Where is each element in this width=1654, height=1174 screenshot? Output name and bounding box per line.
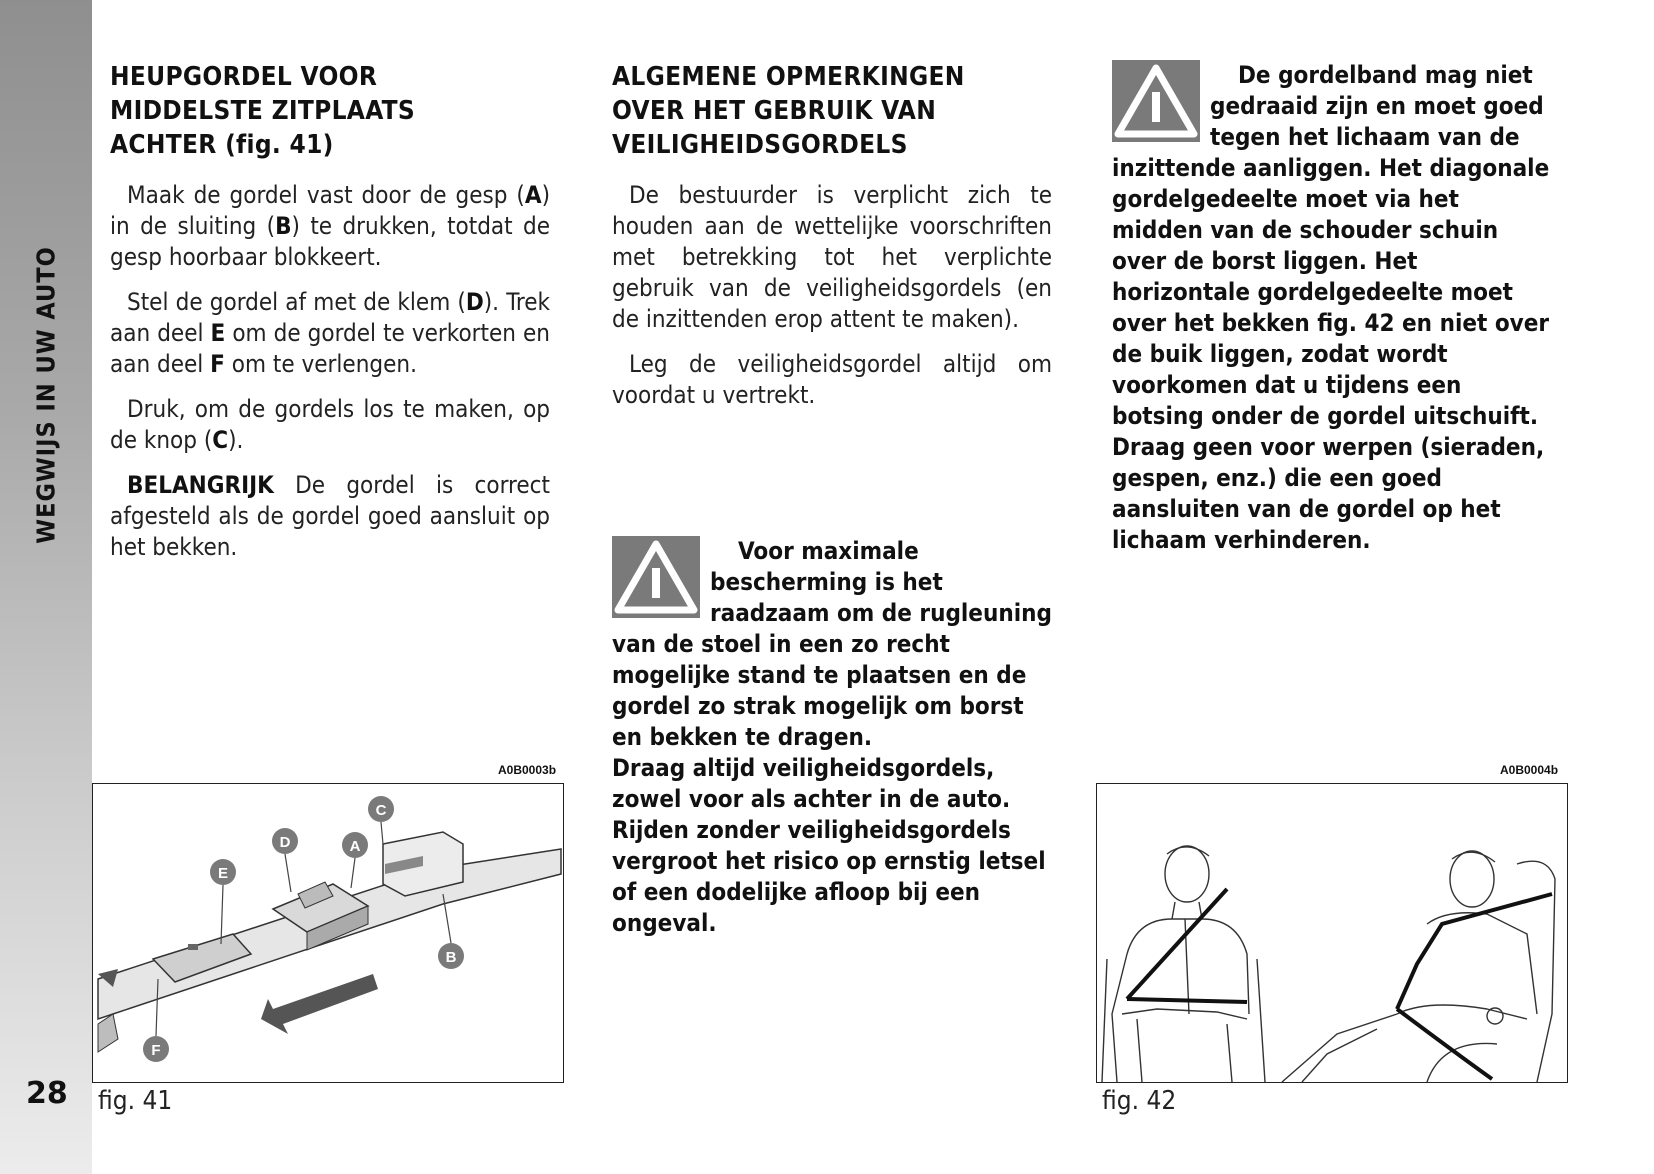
figure-reference: (fig. 41) [225, 130, 334, 160]
label-b: B [275, 212, 292, 240]
warning-box-belt-position [1112, 60, 1557, 556]
sidebar-tab [0, 0, 92, 1174]
figure-41-belt-buckle [92, 783, 564, 1083]
figure-label-c: C [375, 802, 387, 819]
page-number: 28 [26, 1076, 68, 1111]
column-lap-belt [110, 60, 550, 577]
heading-line: ACHTER [110, 130, 217, 160]
figure-caption: fig. 42 [1102, 1086, 1177, 1116]
figure-label-f: F [151, 1042, 161, 1059]
heading-line: MIDDELSTE ZITPLAATS [110, 96, 415, 126]
figure-42-seated-passengers [1096, 783, 1568, 1083]
warning-text: De gordelband mag niet gedraaid zijn en moet goed tegen het lichaam van de inzittende aanliggen. Het diagonale gordelgedeelte moet via het midden van de schouder schuin over de borst liggen. Het horizontale gordelgedeelte moet over het bekken fig. 42 en niet over de buik liggen, zodat wordt voorkomen dat u tijdens een botsing onder de gordel uitschuift. Draag geen voor werpen (sieraden, gespen, enz.) die een goed aansluiten van de gordel op het lichaam verhinderen. [1112, 61, 1550, 554]
figure-caption: fig. 41 [98, 1086, 173, 1116]
paragraph-fasten: Maak de gordel vast door de gesp (A) in de sluiting (B) te drukken, totdat de gesp hoorbaar blokkeert. [110, 181, 550, 271]
label-c: C [212, 426, 229, 454]
figure-code: A0B0004b [1500, 763, 1559, 777]
column-general-remarks [612, 60, 1052, 425]
warning-triangle-icon [1112, 60, 1200, 142]
paragraph-adjust: Stel de gordel af met de klem (D). Trek aan deel E om de gordel te verkorten en aan deel F om te verlengen. [110, 288, 550, 378]
paragraph-obligation: De bestuurder is verplicht zich te houden aan de wettelijke voorschriften met betrekking tot het verplichte gebruik van de veiligheidsgordels (en de inzittenden erop attent te maken). [612, 181, 1052, 333]
warning-text: Voor maximale bescherming is het raadzaam om de rugleuning van de stoel in een zo recht mogelijke stand te plaatsen en de gordel zo strak mogelijk om borst en bekken te dragen. [612, 537, 1052, 751]
belt-buckle-illustration [93, 784, 563, 1082]
heading-general-remarks: ALGEMENE OPMERKINGEN OVER HET GEBRUIK VAN VEILIGHEIDSGORDELS [612, 62, 965, 160]
heading-line: HEUPGORDEL VOOR [110, 62, 378, 92]
warning-box-protection [612, 536, 1052, 939]
label-e: E [210, 319, 226, 347]
figure-label-d: D [279, 834, 291, 851]
section-title: WEGWIJS IN UW AUTO [31, 246, 61, 544]
warning-text: Draag altijd veiligheidsgordels, zowel voor als achter in de auto. Rijden zonder veiligheidsgordels vergroot het risico op ernstig letsel of een dodelijke afloop bij een ongeval. [612, 754, 1046, 937]
figure-label-b: B [445, 949, 457, 966]
paragraph-important: BELANGRIJK De gordel is correct afgesteld als de gordel goed aansluit op het bekken. [110, 471, 550, 561]
heading-lap-belt [110, 60, 550, 162]
seated-passengers-illustration [1097, 784, 1567, 1082]
important-label: BELANGRIJK [127, 471, 274, 499]
paragraph-release: Druk, om de gordels los te maken, op de knop (C). [110, 395, 550, 454]
figure-code: A0B0003b [498, 763, 557, 777]
label-f: F [210, 350, 225, 378]
warning-triangle-icon [612, 536, 700, 618]
label-a: A [524, 181, 542, 209]
label-d: D [465, 288, 484, 316]
paragraph-before-departure: Leg de veiligheidsgordel altijd om voordat u vertrekt. [612, 350, 1052, 409]
figure-label-a: A [349, 838, 361, 855]
figure-label-e: E [217, 865, 229, 882]
